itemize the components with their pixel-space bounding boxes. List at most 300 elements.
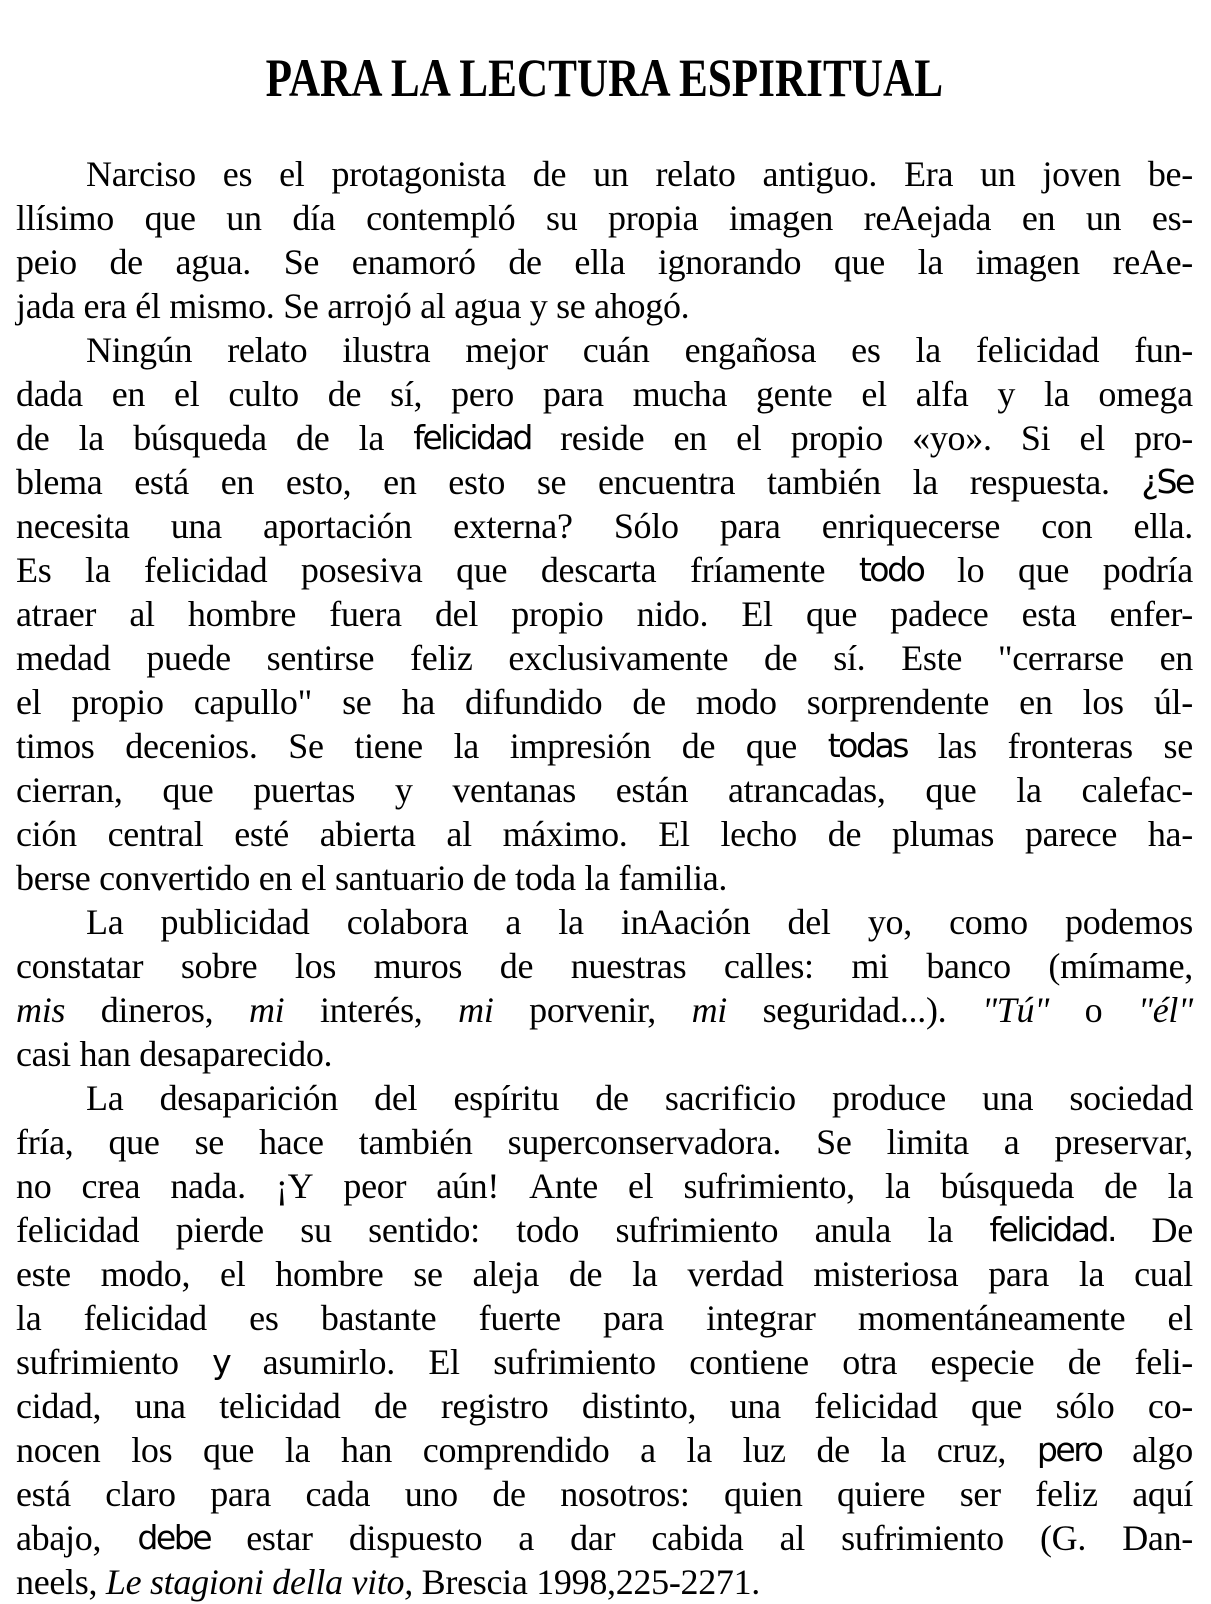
text-run: quiere — [837, 1474, 926, 1515]
text-run: aquí — [1132, 1474, 1193, 1515]
text-run: del — [374, 1078, 418, 1119]
text-run: al — [446, 814, 472, 855]
text-run: que — [203, 1430, 255, 1471]
text-run: la — [884, 1166, 911, 1207]
text-run: podemos — [1065, 902, 1193, 943]
text-run: de — [1104, 1166, 1138, 1207]
text-run: la — [927, 1210, 953, 1251]
text-run: relato — [227, 330, 308, 371]
text-run: peio — [16, 242, 77, 283]
text-run: la — [1016, 770, 1042, 811]
text-run: La — [86, 1078, 124, 1119]
text-run: es — [249, 1298, 279, 1339]
text-run: cierran, — [16, 770, 123, 811]
text-line — [16, 900, 1193, 944]
text-run: blema — [16, 462, 103, 503]
text-run: de — [816, 1430, 850, 1471]
text-run: nuestras — [570, 946, 687, 987]
text-run: de — [763, 638, 798, 679]
text-line — [16, 1516, 1193, 1560]
text-run: de — [16, 418, 50, 459]
text-run: mi — [458, 990, 494, 1031]
text-run: Era — [904, 154, 954, 195]
text-run: preservar, — [1054, 1122, 1193, 1163]
text-run: sacrificio — [664, 1078, 796, 1119]
text-run: feliz — [410, 638, 473, 679]
text-run: la — [1078, 1254, 1105, 1295]
text-run: del — [434, 594, 479, 635]
text-run: la — [917, 242, 944, 283]
text-run: limita — [886, 1122, 969, 1163]
text-run: aún! — [436, 1166, 500, 1207]
text-run: la — [686, 1430, 712, 1471]
text-run: que — [833, 242, 885, 283]
paragraph — [16, 328, 1193, 900]
text-run: contiene — [689, 1342, 809, 1383]
text-run: de — [1067, 1342, 1102, 1383]
text-run: de — [373, 1386, 408, 1427]
text-run: cruz, — [936, 1430, 1007, 1471]
text-run: De — [1151, 1210, 1193, 1251]
text-line — [16, 328, 1193, 372]
text-run: timos — [16, 726, 95, 767]
text-run: ella — [574, 242, 626, 283]
text-run: mis — [16, 990, 66, 1031]
text-run: como — [949, 902, 1028, 943]
text-run: ignorando — [657, 242, 802, 283]
text-run: la — [16, 1298, 42, 1339]
text-line — [16, 1428, 1193, 1472]
text-run: Se — [288, 726, 324, 767]
text-run: constatar — [16, 946, 144, 987]
text-run: capullo" — [193, 682, 313, 723]
text-run: las — [937, 726, 977, 767]
text-run: produce — [832, 1078, 946, 1119]
text-run: se — [536, 462, 567, 503]
text-run: todo — [516, 1210, 580, 1251]
text-run: esté — [234, 814, 289, 855]
text-run: es- — [1151, 198, 1193, 239]
text-run: Se — [283, 242, 320, 283]
text-run: agua. — [175, 242, 252, 283]
text-run: podría — [1102, 550, 1193, 591]
text-line — [16, 152, 1193, 196]
text-run: sobre — [180, 946, 258, 987]
text-run: exclusivamente — [508, 638, 729, 679]
text-line — [16, 592, 1193, 636]
text-run: parece — [1024, 814, 1118, 855]
paragraph — [16, 900, 1193, 1076]
text-run: banco — [926, 946, 1011, 987]
text-run: quien — [724, 1474, 803, 1515]
text-run: puede — [146, 638, 231, 679]
text-run: llísimo — [16, 198, 114, 239]
text-run: sí, — [390, 374, 423, 415]
text-line — [16, 416, 1193, 460]
text-run: cidad, — [16, 1386, 102, 1427]
text-run: decenios. — [125, 726, 258, 767]
text-run: para — [210, 1474, 271, 1515]
text-line — [16, 284, 1193, 328]
text-run: una — [982, 1078, 1034, 1119]
text-run: medad — [16, 638, 111, 679]
text-run: bastante — [320, 1298, 437, 1339]
text-run: la — [1044, 374, 1070, 415]
text-run: sufrimiento — [615, 1210, 779, 1251]
text-run: Este — [901, 638, 962, 679]
text-run: Narciso — [86, 154, 196, 195]
text-run: fuera — [329, 594, 402, 635]
text-run: enfer- — [1109, 594, 1193, 635]
text-run: su — [300, 1210, 332, 1251]
text-run: asumirlo. — [262, 1342, 395, 1383]
text-run: una — [170, 506, 222, 547]
text-run: hombre — [187, 594, 297, 635]
text-run: el — [1167, 1298, 1193, 1339]
text-run: un — [226, 198, 262, 239]
text-run: la — [558, 902, 584, 943]
text-line — [16, 1164, 1193, 1208]
text-run: lecho — [720, 814, 797, 855]
text-run: estar — [246, 1518, 313, 1559]
text-run: claro — [105, 1474, 176, 1515]
text-run: la — [880, 1430, 906, 1471]
text-run: telicidad — [219, 1386, 341, 1427]
text-run: posesiva — [300, 550, 423, 591]
text-run: esto, — [285, 462, 352, 503]
text-run: Sólo — [613, 506, 679, 547]
text-run: ción — [16, 814, 77, 855]
text-run: una — [729, 1386, 781, 1427]
text-run: ser — [959, 1474, 1001, 1515]
text-run: espíritu — [453, 1078, 560, 1119]
text-run: han — [340, 1430, 393, 1471]
text-run: propia — [608, 198, 699, 239]
text-run: respuesta. — [969, 462, 1110, 503]
text-line — [16, 1076, 1193, 1120]
text-run: nido. — [636, 594, 709, 635]
text-run: jada era él mismo. Se arrojó al agua y se ahogó. — [16, 286, 690, 327]
text-run: mucha — [632, 374, 728, 415]
text-run: están — [615, 770, 689, 811]
text-run: pierde — [175, 1210, 264, 1251]
text-run: muros — [373, 946, 463, 987]
text-run: un — [593, 154, 629, 195]
text-run: al — [779, 1518, 806, 1559]
text-run: se — [1163, 726, 1193, 767]
text-run: central — [107, 814, 204, 855]
text-run: en — [673, 418, 707, 459]
text-run: los — [131, 1430, 173, 1471]
text-run: be- — [1147, 154, 1193, 195]
text-run: sufrimiento — [16, 1342, 179, 1383]
text-run: a — [1003, 1122, 1020, 1163]
text-run: atraer — [16, 594, 97, 635]
text-run: sólo — [1055, 1386, 1115, 1427]
text-run: a — [640, 1430, 656, 1471]
text-line — [16, 724, 1193, 768]
text-run: Brescia 1998,225-2271. — [412, 1562, 761, 1603]
text-run: ¡Y — [275, 1166, 314, 1207]
text-run: sorprendente — [806, 682, 990, 723]
text-run: joven — [1042, 154, 1121, 195]
text-run: que — [971, 1386, 1023, 1427]
text-run: interés, — [319, 990, 423, 1031]
text-run: El — [741, 594, 773, 635]
text-run: omega — [1098, 374, 1193, 415]
text-run: del — [787, 902, 831, 943]
text-run: cada — [305, 1474, 371, 1515]
text-run: de — [595, 1078, 629, 1119]
text-run: búsqueda — [133, 418, 267, 459]
text-run: la — [85, 550, 111, 591]
text-line — [16, 856, 1193, 900]
text-run: en — [1159, 638, 1193, 679]
text-run: la — [358, 418, 385, 459]
text-line — [16, 548, 1193, 592]
text-run: ¿Se — [1141, 462, 1193, 502]
text-run: imagen — [728, 198, 834, 239]
text-run: sufrimiento — [841, 1518, 1004, 1559]
text-run: que — [162, 770, 214, 811]
text-run: máximo. — [502, 814, 628, 855]
text-run: que — [456, 550, 508, 591]
text-run: seguridad...). — [762, 990, 947, 1031]
text-run: el — [174, 374, 200, 415]
text-run: el — [628, 1166, 654, 1207]
text-run: los — [294, 946, 337, 987]
text-run: Ante — [529, 1166, 598, 1207]
text-run: se — [413, 1254, 443, 1295]
text-run: antiguo. — [762, 154, 878, 195]
text-run: de — [568, 1254, 603, 1295]
text-run: reside — [560, 418, 645, 459]
text-run: berse convertido en el santuario de toda la familia. — [16, 858, 728, 899]
text-run: nosotros: — [560, 1474, 690, 1515]
text-run: esta — [1021, 594, 1077, 635]
text-run: de — [499, 946, 534, 987]
text-run: que — [1018, 550, 1070, 591]
text-run: neels, — [16, 1562, 106, 1603]
text-run: propio — [71, 682, 164, 723]
text-run: La — [86, 902, 124, 943]
text-run: calles: — [723, 946, 814, 987]
text-line — [16, 988, 1193, 1032]
text-run: felicidad. — [989, 1210, 1116, 1250]
text-run: felicidad — [16, 1210, 140, 1251]
text-run: protagonista — [331, 154, 506, 195]
text-run: en — [1019, 682, 1053, 723]
text-run: todo — [858, 550, 924, 590]
text-run: en — [1021, 198, 1056, 239]
text-run: y — [997, 374, 1016, 415]
text-run: hombre — [275, 1254, 384, 1295]
text-run: casi han desaparecido. — [16, 1034, 333, 1075]
text-run: mi — [691, 990, 727, 1031]
text-run: Si — [1020, 418, 1051, 459]
text-run: Se — [816, 1122, 852, 1163]
text-line — [16, 1472, 1193, 1516]
text-run: colabora — [346, 902, 469, 943]
text-run: Dan- — [1122, 1518, 1193, 1559]
text-run: al — [129, 594, 155, 635]
text-run: mejor — [465, 330, 548, 371]
text-run: sufrimiento — [493, 1342, 656, 1383]
text-run: externa? — [453, 506, 573, 547]
text-run: superconservadora. — [507, 1122, 782, 1163]
text-run: mi — [851, 946, 889, 987]
text-line — [16, 1340, 1193, 1384]
text-run: feli- — [1134, 1342, 1193, 1383]
text-run: fun- — [1134, 330, 1193, 371]
text-run: (G. — [1039, 1518, 1087, 1559]
text-run: sentirse — [266, 638, 375, 679]
text-run: el — [16, 682, 42, 723]
text-run: con — [1041, 506, 1093, 547]
text-run: nada. — [170, 1166, 246, 1207]
text-run: uno — [404, 1474, 458, 1515]
text-run: la — [912, 462, 938, 503]
text-run: sufrimiento, — [683, 1166, 855, 1207]
text-run: contempló — [366, 198, 516, 239]
text-run: pero — [451, 374, 514, 415]
text-line — [16, 1384, 1193, 1428]
text-run: especie — [930, 1342, 1035, 1383]
text-run: pero — [1036, 1430, 1102, 1470]
text-run: de — [532, 154, 567, 195]
text-line — [16, 196, 1193, 240]
text-line — [16, 1560, 1193, 1604]
text-run: culto — [228, 374, 299, 415]
text-run: también — [766, 462, 881, 503]
text-run: modo — [695, 682, 777, 723]
text-run: el — [861, 374, 887, 415]
text-run: «yo». — [912, 418, 992, 459]
text-run: búsqueda — [940, 1166, 1075, 1207]
text-run: modo, — [100, 1254, 191, 1295]
text-line — [16, 812, 1193, 856]
text-run: Es — [16, 550, 52, 591]
text-run: enriquecerse — [821, 506, 1001, 547]
text-run: la — [453, 726, 479, 767]
text-run: para — [719, 506, 781, 547]
text-run: calefac- — [1081, 770, 1193, 811]
text-line — [16, 460, 1193, 504]
document-body — [16, 152, 1193, 1604]
text-line — [16, 1120, 1193, 1164]
text-run: peor — [343, 1166, 407, 1207]
text-run: o — [1084, 990, 1103, 1031]
text-run: nocen — [16, 1430, 101, 1471]
text-run: de — [681, 726, 716, 767]
text-run: no — [16, 1166, 52, 1207]
text-run: dispuesto — [348, 1518, 483, 1559]
text-run: engañosa — [684, 330, 817, 371]
text-run: que — [805, 594, 858, 635]
text-run: ella. — [1133, 506, 1193, 547]
text-line — [16, 1296, 1193, 1340]
text-run: que — [745, 726, 797, 767]
text-run: "él" — [1137, 990, 1193, 1031]
text-line — [16, 504, 1193, 548]
text-run: fuerte — [478, 1298, 561, 1339]
text-run: encuentra — [597, 462, 736, 503]
text-run: atrancadas, — [728, 770, 886, 811]
text-run: todas — [827, 726, 907, 766]
text-run: que — [144, 198, 196, 239]
text-run: aportación — [263, 506, 412, 547]
text-run: fríamente — [689, 550, 826, 591]
text-run: integrar — [706, 1298, 816, 1339]
text-run: comprendido — [422, 1430, 610, 1471]
text-run: el — [1079, 418, 1105, 459]
text-run: puertas — [253, 770, 356, 811]
text-run: en — [220, 462, 255, 503]
text-run: ha — [401, 682, 435, 723]
text-run: es — [851, 330, 881, 371]
text-run: necesita — [16, 506, 130, 547]
text-line — [16, 944, 1193, 988]
text-run: Ningún — [86, 330, 193, 371]
text-run: y — [394, 770, 413, 811]
text-run: para — [988, 1254, 1049, 1295]
text-run: felicidad — [144, 550, 268, 591]
text-run: cuán — [582, 330, 650, 371]
text-run: para — [603, 1298, 664, 1339]
text-run: felicidad — [413, 418, 531, 458]
text-run: luz — [742, 1430, 786, 1471]
text-run: de — [827, 814, 862, 855]
text-run: reAejada — [863, 198, 992, 239]
text-run: felicidad — [975, 330, 1100, 371]
text-run: dineros, — [100, 990, 214, 1031]
text-run: la — [632, 1254, 658, 1295]
paragraph — [16, 152, 1193, 328]
text-run: a — [505, 902, 522, 943]
text-run: en — [111, 374, 146, 415]
text-run: co- — [1147, 1386, 1193, 1427]
text-run: también — [358, 1122, 473, 1163]
text-run: la — [284, 1430, 311, 1471]
text-run: sentido: — [368, 1210, 480, 1251]
text-run: de — [109, 242, 143, 283]
text-run: su — [545, 198, 578, 239]
text-run: felicidad — [814, 1386, 938, 1427]
text-run: "Tú" — [981, 990, 1050, 1031]
text-run: feliz — [1035, 1474, 1098, 1515]
text-run: verdad — [687, 1254, 784, 1295]
text-run: (mímame, — [1048, 946, 1193, 987]
text-run: anula — [814, 1210, 892, 1251]
text-run: plumas — [891, 814, 995, 855]
text-run: abierta — [319, 814, 416, 855]
text-run: se — [194, 1122, 224, 1163]
text-run: descarta — [540, 550, 657, 591]
text-run: tiene — [354, 726, 423, 767]
text-run: esto — [448, 462, 506, 503]
text-run: felicidad — [83, 1298, 207, 1339]
text-run: de — [492, 1474, 526, 1515]
text-line — [16, 1252, 1193, 1296]
text-run: un — [1085, 198, 1122, 239]
text-run: ventanas — [452, 770, 576, 811]
text-run: un — [980, 154, 1016, 195]
text-run: sociedad — [1069, 1078, 1193, 1119]
text-run: para — [542, 374, 604, 415]
text-run: dada — [16, 374, 83, 415]
text-run: ha- — [1147, 814, 1193, 855]
text-run: se — [342, 682, 372, 723]
